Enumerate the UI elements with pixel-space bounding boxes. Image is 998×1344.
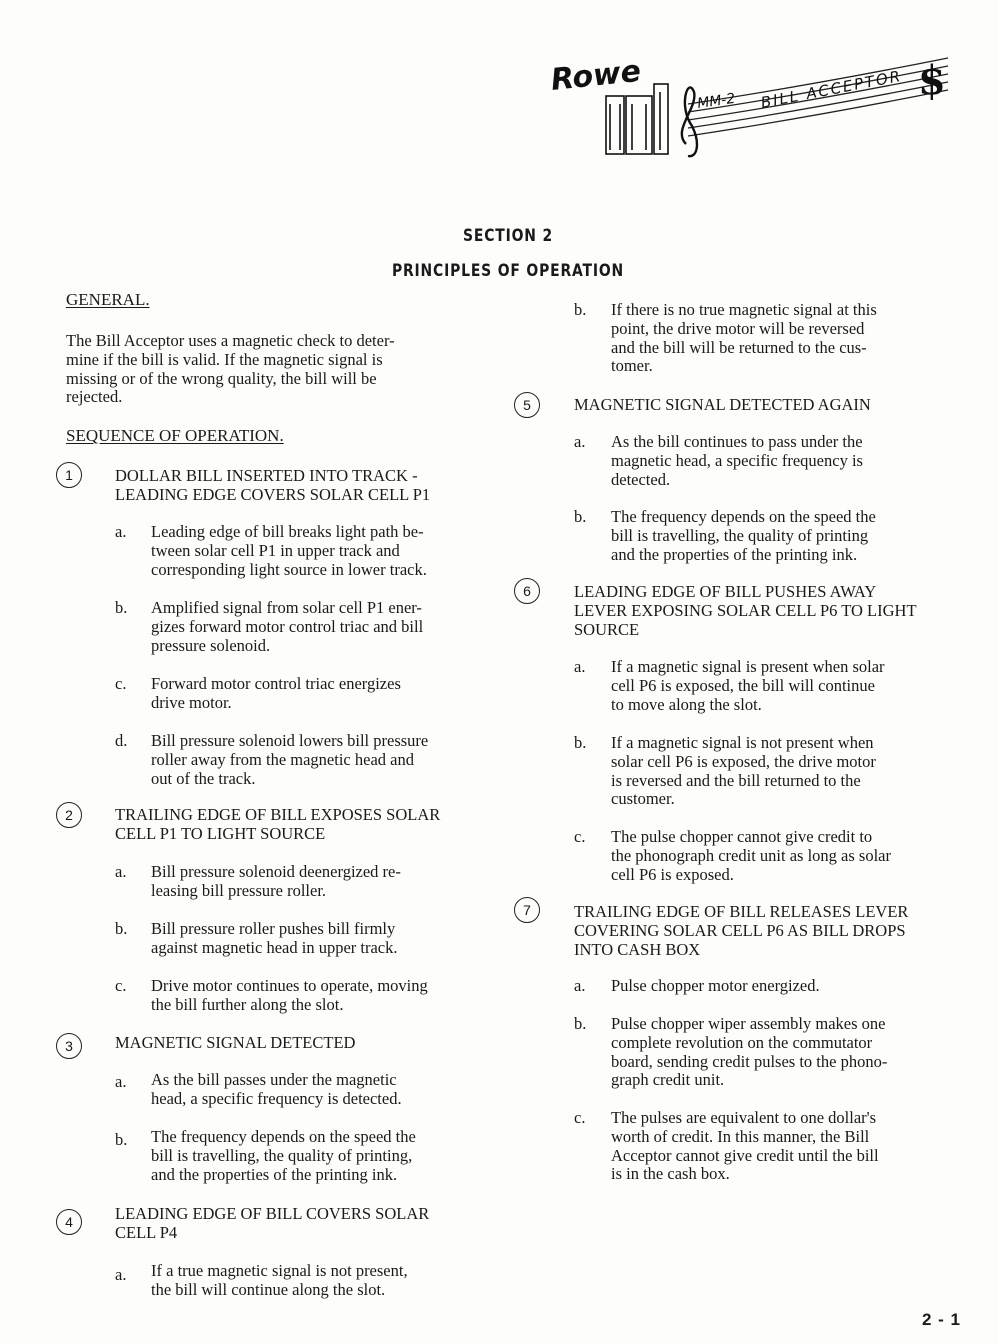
text-line: complete revolution on the commutator xyxy=(611,1032,873,1052)
item-letter: b. xyxy=(574,507,587,526)
text-line: is reversed and the bill returned to the xyxy=(611,770,861,790)
text-line: gizes forward motor control triac and bill xyxy=(151,616,424,636)
step-item xyxy=(151,977,493,1015)
section-number: SECTION 2 xyxy=(463,226,553,246)
text-line: drive motor. xyxy=(151,692,232,712)
text-line: As the bill passes under the magnetic xyxy=(151,1070,397,1089)
step-number-badge: 6 xyxy=(514,578,540,604)
step-item xyxy=(611,828,954,884)
item-letter: a. xyxy=(115,1265,127,1284)
text-line: against magnetic head in upper track. xyxy=(151,937,398,957)
text-line: and the bill will be returned to the cus- xyxy=(611,337,867,357)
text-line: bill is travelling, the quality of printing, xyxy=(151,1145,413,1165)
step-title-line: INTO CASH BOX xyxy=(574,939,701,959)
text-line: detected. xyxy=(611,469,671,489)
item-letter: c. xyxy=(115,674,127,693)
step-item xyxy=(151,523,493,579)
text-line: the phonograph credit unit as long as solar xyxy=(611,845,891,865)
item-letter: c. xyxy=(574,827,586,846)
item-letter: a. xyxy=(574,657,586,676)
text-line: Amplified signal from solar cell P1 ener- xyxy=(151,598,422,617)
step-item xyxy=(611,1109,959,1184)
logo-product: BILL ACCEPTOR xyxy=(759,66,904,112)
step-title xyxy=(115,806,495,844)
text-line: If there is no true magnetic signal at this xyxy=(611,300,877,319)
text-line: tomer. xyxy=(611,356,653,376)
step-title-line: LEADING EDGE OF BILL COVERS SOLAR xyxy=(115,1204,430,1223)
item-letter: b. xyxy=(115,598,128,617)
item-letter: d. xyxy=(115,731,128,750)
text-line: bill is travelling, the quality of printing xyxy=(611,525,869,545)
text-line: If a true magnetic signal is not present, xyxy=(151,1261,408,1280)
item-letter: a. xyxy=(574,976,586,995)
rowe-ami-logo xyxy=(548,46,958,164)
text-line: corresponding light source in lower track. xyxy=(151,559,427,579)
step-title-line: SOURCE xyxy=(574,619,640,639)
text-line: cell P6 is exposed, the bill will continue xyxy=(611,675,875,695)
item-letter: b. xyxy=(115,1130,128,1149)
step-item xyxy=(611,977,954,996)
step-title-line: MAGNETIC SIGNAL DETECTED AGAIN xyxy=(574,395,871,414)
step-title-line: LEADING EDGE OF BILL PUSHES AWAY xyxy=(574,582,877,601)
item-letter: b. xyxy=(574,300,587,319)
step-number-badge: 3 xyxy=(56,1033,82,1059)
step-item xyxy=(151,863,493,901)
text-line: solar cell P6 is exposed, the drive motor xyxy=(611,751,876,771)
text-line: rejected. xyxy=(66,387,123,407)
step-number-badge: 1 xyxy=(56,462,82,488)
item-letter: c. xyxy=(574,1108,586,1127)
general-paragraph xyxy=(66,332,492,407)
text-line: Bill pressure solenoid deenergized re- xyxy=(151,862,401,881)
step-item xyxy=(611,734,954,809)
step-title-line: COVERING SOLAR CELL P6 AS BILL DROPS xyxy=(574,920,906,940)
step-title xyxy=(574,396,954,415)
step-title-line: LEVER EXPOSING SOLAR CELL P6 TO LIGHT xyxy=(574,600,917,620)
text-line: point, the drive motor will be reversed xyxy=(611,318,865,338)
step-item xyxy=(611,301,954,376)
step-number-badge: 5 xyxy=(514,392,540,418)
step-item xyxy=(151,599,493,655)
step-title-line: TRAILING EDGE OF BILL EXPOSES SOLAR xyxy=(115,805,441,824)
step-title-line: DOLLAR BILL INSERTED INTO TRACK - xyxy=(115,466,418,485)
text-line: If a magnetic signal is present when solar xyxy=(611,657,885,676)
text-line: mine if the bill is valid. If the magnetic signal is xyxy=(66,349,383,369)
text-line: If a magnetic signal is not present when xyxy=(611,733,874,752)
step-title xyxy=(574,903,959,959)
step-title-line: CELL P1 TO LIGHT SOURCE xyxy=(115,823,326,843)
item-letter: a. xyxy=(115,862,127,881)
step-title xyxy=(574,583,959,639)
text-line: head, a specific frequency is detected. xyxy=(151,1088,402,1108)
text-line: Forward motor control triac energizes xyxy=(151,674,401,693)
item-letter: b. xyxy=(574,733,587,752)
text-line: Pulse chopper wiper assembly makes one xyxy=(611,1014,886,1033)
step-item xyxy=(611,658,954,714)
text-line: out of the track. xyxy=(151,768,256,788)
step-item xyxy=(611,1015,954,1090)
step-item xyxy=(151,1128,493,1184)
page-title: PRINCIPLES OF OPERATION xyxy=(391,261,625,281)
text-line: The frequency depends on the speed the xyxy=(151,1127,416,1146)
text-line: to move along the slot. xyxy=(611,694,762,714)
item-letter: a. xyxy=(574,432,586,451)
text-line: missing or of the wrong quality, the bill will be xyxy=(66,368,377,388)
text-line: Acceptor cannot give credit until the bill xyxy=(611,1145,879,1165)
step-title-line: MAGNETIC SIGNAL DETECTED xyxy=(115,1033,356,1052)
step-number-badge: 2 xyxy=(56,802,82,828)
logo-brand-script: Rowe xyxy=(549,53,643,98)
text-line: roller away from the magnetic head and xyxy=(151,749,414,769)
text-line: magnetic head, a specific frequency is xyxy=(611,450,863,470)
logo-model: MM-2 xyxy=(696,90,737,112)
text-line: As the bill continues to pass under the xyxy=(611,432,863,451)
text-line: and the properties of the printing ink. xyxy=(611,544,858,564)
text-line: tween solar cell P1 in upper track and xyxy=(151,540,400,560)
text-line: The Bill Acceptor uses a magnetic check to deter- xyxy=(66,331,395,350)
step-item xyxy=(611,433,954,489)
step-item xyxy=(151,920,493,958)
general-heading: GENERAL. xyxy=(66,290,150,309)
text-line: Leading edge of bill breaks light path be- xyxy=(151,522,424,541)
text-line: The pulse chopper cannot give credit to xyxy=(611,827,873,846)
text-line: Drive motor continues to operate, moving xyxy=(151,976,428,995)
step-title-line: TRAILING EDGE OF BILL RELEASES LEVER xyxy=(574,902,909,921)
text-line: The pulses are equivalent to one dollar's xyxy=(611,1108,877,1127)
logo-dollar-sign: $ xyxy=(918,57,946,104)
step-title-line: LEADING EDGE COVERS SOLAR CELL P1 xyxy=(115,484,431,504)
text-line: board, sending credit pulses to the phono- xyxy=(611,1051,888,1071)
text-line: Bill pressure roller pushes bill firmly xyxy=(151,919,396,938)
item-letter: a. xyxy=(115,1072,127,1091)
text-line: The frequency depends on the speed the xyxy=(611,507,876,526)
text-line: leasing bill pressure roller. xyxy=(151,880,327,900)
item-letter: a. xyxy=(115,522,127,541)
sequence-heading: SEQUENCE OF OPERATION. xyxy=(66,426,284,445)
step-title xyxy=(115,1034,495,1053)
item-letter: b. xyxy=(574,1014,587,1033)
step-item xyxy=(151,1262,493,1300)
text-line: Pulse chopper motor energized. xyxy=(611,976,820,995)
step-title-line: CELL P4 xyxy=(115,1222,178,1242)
step-title xyxy=(115,1205,495,1243)
step-title xyxy=(115,467,495,505)
step-item xyxy=(151,1071,493,1109)
page-number: 2 - 1 xyxy=(922,1310,962,1329)
item-letter: c. xyxy=(115,976,127,995)
text-line: Bill pressure solenoid lowers bill pressure xyxy=(151,731,429,750)
text-line: graph credit unit. xyxy=(611,1070,725,1090)
step-item xyxy=(611,508,954,564)
step-item xyxy=(151,675,493,713)
step-item xyxy=(151,732,493,788)
text-line: and the properties of the printing ink. xyxy=(151,1164,398,1184)
text-line: the bill further along the slot. xyxy=(151,994,344,1014)
text-line: pressure solenoid. xyxy=(151,635,271,655)
text-line: the bill will continue along the slot. xyxy=(151,1279,386,1299)
text-line: is in the cash box. xyxy=(611,1164,730,1184)
step-number-badge: 7 xyxy=(514,897,540,923)
text-line: customer. xyxy=(611,789,675,809)
step-number-badge: 4 xyxy=(56,1209,82,1235)
text-line: worth of credit. In this manner, the Bill xyxy=(611,1126,870,1146)
text-line: cell P6 is exposed. xyxy=(611,864,734,884)
item-letter: b. xyxy=(115,919,128,938)
